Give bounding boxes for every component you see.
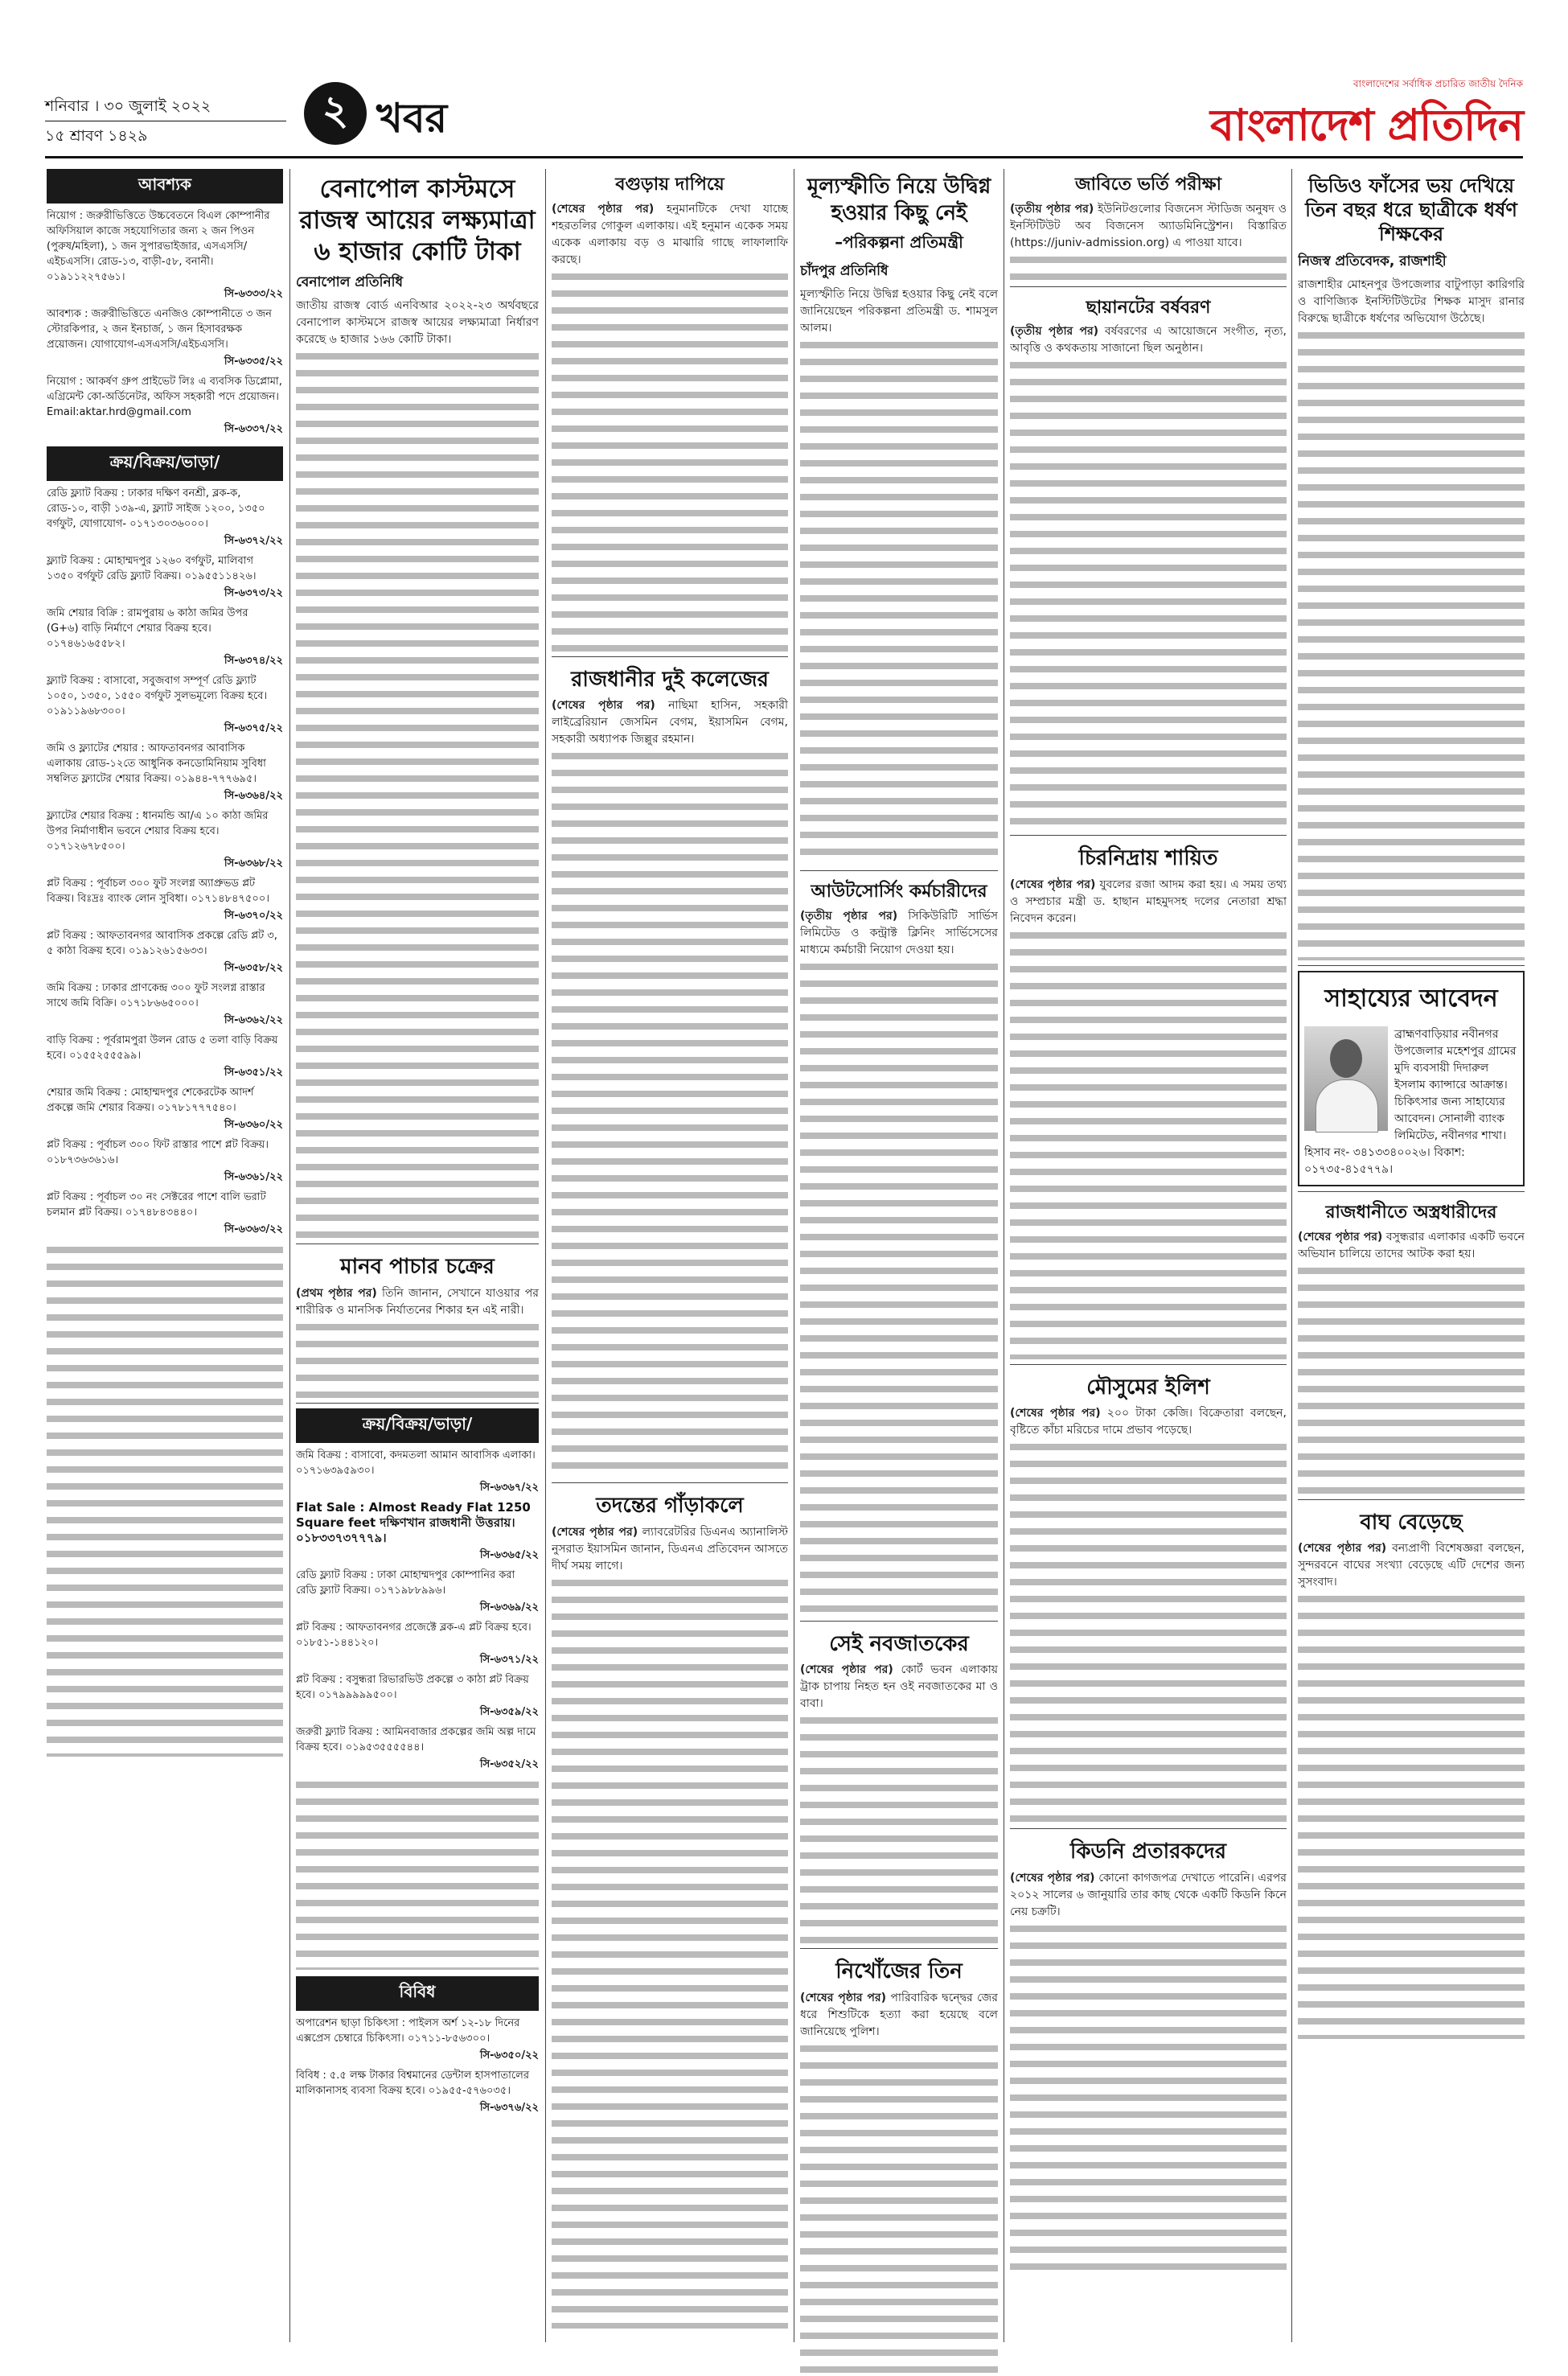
story-lead-text: যুবলের রজা আদম করা হয়। এ সময় তথ্য ও সম্প্রচার মন্ত্রী ড. হাছান মাহমুদসহ দলের নেতারা শ্রদ্ধা নিবেদন করেন। <box>1010 878 1287 925</box>
story-lead-text: ইউনিটগুলোর বিজনেস স্টাডিজ অনুষদ ও ইনস্টিটিউট অব বিজনেস অ্যাডমিনিস্ট্রেশন। বিস্তারিত (https://juniv-admission.org) এ পাওয়া যাবে। <box>1010 202 1287 249</box>
classified-item: নিয়োগ : জরুরীভিত্তিতে উচ্চবেতনে বিএল কোম্পানীর অফিসিয়াল কাজে সহযোগিতার জন্য ২ জন পিওন (পুরুষ/মহিলা), ১ জন সুপারভাইজার, এসএসসি/এইচএসসি। রোড-১৩, বাড়ী-৫৮, বনানী। ০১৯১১২২৭৫৬১। <box>47 210 270 283</box>
story-divider <box>800 870 998 871</box>
story-outsourcing <box>800 876 998 1616</box>
story-text-lines <box>800 959 998 1616</box>
story-body <box>1010 877 1287 1359</box>
story-kicker: (শেষের পৃষ্ঠার পর) <box>800 1663 893 1676</box>
classified-code: সি-৬৩৭৪/২২ <box>224 655 283 667</box>
classified-item: অপারেশন ছাড়া চিকিৎসা : পাইলস অর্শ ১২-১৮ দিনের এক্সপ্রেস চেম্বারে চিকিৎসা। ০১৭১১-৮৫৬৩০০। <box>296 2016 520 2045</box>
byline: চাঁদপুর প্রতিনিধি <box>800 263 889 279</box>
story-kicker: (প্রথম পৃষ্ঠার পর) <box>296 1286 377 1300</box>
story-body <box>296 1285 539 1398</box>
headline-sub: –পরিকল্পনা প্রতিমন্ত্রী <box>835 232 963 252</box>
classified-item: নিয়োগ : আকর্ষণ গ্রুপ প্রাইভেট লিঃ এ ব্যবসিক ডিপ্লোমা, এগ্রিমেন্ট কো-অর্ডিনেটর, অফিস সহকারী পদে প্রয়োজন। Email:aktar.hrd@gmail.com <box>47 376 282 418</box>
classified-item: জরুরী ফ্ল্যাট বিক্রয় : আমিনবাজার প্রকল্পের জমি অল্প দামে বিক্রয় হবে। ০১৯৫৩৫৫৫৫৪৪। <box>296 1725 536 1753</box>
story-divider <box>1010 286 1287 287</box>
page-number-badge: ২ <box>304 82 367 145</box>
classified-code: সি-৬৩৫০/২২ <box>479 2049 539 2062</box>
story-lead-text: তিনি জানান, সেখানে যাওয়ার পর শারীরিক ও মানসিক নির্যাতনের শিকার হন এই নারী। <box>296 1286 539 1317</box>
story-lead <box>1298 1540 1525 1591</box>
story-benapole-customs <box>296 169 539 1239</box>
classified-item: জমি বিক্রয় : ঢাকার প্রাণকেন্দ্র ৩০০ ফুট সংলগ্ন রাস্তার সাথে জমি বিক্রি। ০১৭১৮৬৬৫০০০। <box>47 982 265 1009</box>
story-text-lines <box>1010 1439 1287 1823</box>
story-kidney-fraud <box>1010 1834 1287 2280</box>
story-divider <box>1298 1499 1525 1500</box>
story-body <box>552 201 788 652</box>
headline: নিখোঁজের তিন <box>835 1959 963 1983</box>
classified-item: রেডি ফ্ল্যাট বিক্রয় : ঢাকা মোহাম্মদপুর কোম্পানির করা রেডি ফ্ল্যাট বিক্রয়। ০১৭১৯৮৮৯৯৬। <box>296 1568 515 1597</box>
column-divider <box>1291 169 1292 2342</box>
story-lead-text: সিকিউরিটি সার্ভিস লিমিটেড ও কন্ট্রাক্ট ক্লিনিং সার্ভিসেসের মাধ্যমে কর্মচারী নিয়োগ দেওয়া হয়। <box>800 909 998 956</box>
story-lead <box>296 1285 539 1319</box>
ad-text: ব্রাহ্মণবাড়িয়ার নবীনগর উপজেলার মহেশপুর গ্রামের মুদি ব্যবসায়ী দিদারুল ইসলাম ক্যান্সারে আক্রান্ত। চিকিৎসার জন্য সাহায্যের আবেদন। সোনালী ব্যাংক লিমিটেড, নবীনগর শাখা। হিসাব নং- ৩৪১৩৩৪০০২৬। বিকাশ: ০১৭৩৫-৪১৫৭৭৯। <box>1304 1028 1517 1176</box>
classified-code: সি-৬৩৬৭/২২ <box>479 1481 539 1494</box>
classified-item: জমি শেয়ার বিক্রি : রামপুরায় ৬ কাঠা জমির উপর (G+৬) বাড়ি নির্মাণে শেয়ার বিক্রয় হবে। ০১৭৪৬১৬৫৫৮২। <box>47 607 248 650</box>
headline: কিডনি প্রতারকদের <box>1069 1840 1227 1864</box>
story-lead <box>1010 201 1287 252</box>
column-divider <box>289 169 290 2342</box>
story-lead-text: কোর্ট ভবন এলাকায় ট্রাক চাপায় নিহত হন ওই নবজাতকের মা ও বাবা। <box>800 1663 998 1710</box>
classified-code: সি-৬৩৫২/২২ <box>479 1757 539 1770</box>
story-kicker: (তৃতীয় পৃষ্ঠার পর) <box>800 909 898 923</box>
headline: জাবিতে ভর্তি পরীক্ষা <box>1075 175 1221 195</box>
story-teacher-abuse <box>1298 169 1525 960</box>
classified-code: সি-৬৩৩৩/২২ <box>224 288 283 300</box>
story-lead-text: বন্যপ্রাণী বিশেষজ্ঞরা বলছেন, সুন্দরবনে বাঘের সংখ্যা বেড়েছে এটি দেশের জন্য সুসংবাদ। <box>1298 1542 1525 1589</box>
story-divider <box>800 1948 998 1949</box>
classified-item: প্লট বিক্রয় : পূর্বাচল ৩০০ ফুট সংলগ্ন অ্যাপ্রুভড প্লট বিক্রয়। বিঃদ্রঃ ব্যাংক লোন সুবিধা। ০১৭১৪৮৪৭৫০০। <box>47 878 269 905</box>
story-divider <box>1010 1364 1287 1365</box>
classified-code: সি-৬৩৭৬/২২ <box>479 2101 539 2114</box>
headline: ছায়ানটের বর্ষবরণ <box>1086 297 1211 318</box>
classified-code: সি-৬৩৭৩/২২ <box>224 587 283 599</box>
classified-code: সি-৬৩৬৪/২২ <box>224 790 283 802</box>
column-3 <box>552 169 788 2345</box>
classified-code: সি-৬৩৭৫/২২ <box>224 722 283 734</box>
bangla-date-line: ১৫ শ্রাবণ ১৪২৯ <box>45 127 148 145</box>
byline: বেনাপোল প্রতিনিধি <box>296 274 404 291</box>
classified-continuation <box>296 1777 539 1970</box>
classified-code: সি-৬৩৬০/২২ <box>224 1119 283 1131</box>
headline: বাঘ বেড়েছে <box>1360 1510 1463 1535</box>
story-divider <box>1298 1191 1525 1192</box>
story-jabi-admission <box>1010 169 1287 282</box>
story-body <box>1010 323 1287 830</box>
story-body <box>1010 201 1287 282</box>
story-human-trafficking <box>296 1249 539 1398</box>
story-lead <box>1298 1229 1525 1263</box>
story-body <box>552 697 788 1478</box>
classified-code: সি-৬৩৬২/২২ <box>224 1014 283 1026</box>
classified-item: বাড়ি বিক্রয় : পূর্বরামপুরা উলন রোড ৫ তলা বাড়ি বিক্রয় হবে। ০১৫৫২৫৫৫৯৯। <box>47 1034 278 1062</box>
column-classifieds <box>47 169 283 2345</box>
story-lead <box>1010 1870 1287 1921</box>
classified-item: প্লট বিক্রয় : পূর্বাচল ৩০০ ফিট রাস্তার পাশে প্লট বিক্রয়। ০১৮৭৩৬৩৬১৬। <box>47 1139 269 1166</box>
classified-code: সি-৬৩৫৯/২২ <box>479 1705 539 1718</box>
classified-code: সি-৬৩৫৮/২২ <box>224 962 283 974</box>
story-divider <box>800 1621 998 1622</box>
buy-sell-heading: ক্রয়/বিক্রয়/ভাড়া/ <box>296 1408 539 1443</box>
story-lead: জাতীয় রাজস্ব বোর্ড এনবিআর ২০২২-২৩ অর্থবছরে বেনাপোল কাস্টমসে রাজস্ব আয়ের লক্ষ্যমাত্রা নির্ধারণ করেছে ৬ হাজার ১৬৬ কোটি টাকা। <box>296 299 539 347</box>
classified-code: সি-৬৩৬৩/২২ <box>224 1223 283 1235</box>
story-kicker: (শেষের পৃষ্ঠার পর) <box>552 699 655 712</box>
misc-heading: বিবিধ <box>296 1976 539 2011</box>
story-kicker: (শেষের পৃষ্ঠার পর) <box>1010 1407 1101 1420</box>
story-body <box>1298 1229 1525 1494</box>
story-armed-gang <box>1298 1197 1525 1494</box>
story-body <box>552 1524 788 2329</box>
headline: বেনাপোল কাস্টমসে রাজস্ব আয়ের লক্ষ্যমাত্রা ৬ হাজার কোটি টাকা <box>299 175 536 266</box>
story-text-lines <box>296 348 539 1239</box>
logo-tagline: বাংলাদেশের সর্বাধিক প্রচারিত জাতীয় দৈনিক <box>1353 78 1523 89</box>
story-body <box>1010 1405 1287 1823</box>
classified-code: সি-৬৩৭১/২২ <box>479 1653 539 1666</box>
headline: মৌসুমের ইলিশ <box>1086 1375 1210 1400</box>
story-text-lines <box>800 1712 998 1943</box>
column-4 <box>800 169 998 2345</box>
classified-item: প্লট বিক্রয় : আফতাবনগর প্রজেক্টে ব্লক-এ প্লট বিক্রয় হবে। ০১৮৫১-১৪৪১২০। <box>296 1621 532 1649</box>
headline: ভিডিও ফাঁসের ভয় দেখিয়ে তিন বছর ধরে ছাত্রীকে ধর্ষণ শিক্ষকের <box>1305 175 1517 245</box>
story-body <box>1010 1870 1287 2280</box>
story-text-lines <box>1010 927 1287 1359</box>
story-kicker: (শেষের পৃষ্ঠার পর) <box>1010 1871 1095 1885</box>
story-text-lines <box>552 269 788 652</box>
story-kicker: (তৃতীয় পৃষ্ঠার পর) <box>1010 202 1094 216</box>
column-5 <box>1010 169 1287 2345</box>
story-divider <box>552 656 788 657</box>
story-divider <box>296 1403 539 1404</box>
classified-code: সি-৬৩৭২/২২ <box>224 535 283 547</box>
story-kicker: (শেষের পৃষ্ঠার পর) <box>1010 878 1096 891</box>
byline: নিজস্ব প্রতিবেদক, রাজশাহী <box>1298 253 1447 269</box>
story-lead <box>552 1524 788 1575</box>
story-kicker: (শেষের পৃষ্ঠার পর) <box>800 1991 886 2004</box>
story-lead-text: বসুন্ধরার এলাকার একটি ভবনে অভিযান চালিয়ে তাদের আটক করা হয়। <box>1298 1230 1525 1260</box>
story-text-lines <box>552 748 788 1478</box>
story-lead <box>800 908 998 959</box>
story-lead-text: ল্যাবরেটরির ডিএনএ অ্যানালিস্ট নুসরাত ইয়াসমিন জানান, ডিএনএ প্রতিবেদন আসতে দীর্ঘ সময় লাগে। <box>552 1525 788 1572</box>
story-divider <box>1298 965 1525 966</box>
date-block <box>45 92 286 150</box>
story-text-lines <box>800 2041 998 2376</box>
story-kicker: (তৃতীয় পৃষ্ঠার পর) <box>1010 325 1099 338</box>
story-lead-text: হনুমানটিকে দেখা যাচ্ছে শহরতলির গোকুল এলাকায়। এই হনুমান একেক সময় একেক এলাকায় বড় ও মাঝারি গাছে লাফালাফি করছে। <box>552 202 788 266</box>
classified-code: সি-৬৩৩৫/২২ <box>224 356 283 368</box>
classified-item: ফ্ল্যাট বিক্রয় : বাসাবো, সবুজবাগ সম্পূর্ণ রেডি ফ্ল্যাট ১০৫০, ১৩৫০, ১৫৫০ বর্গফুট সুলভমূল্যে বিক্রয় হবে। ০১৯১১৯৬৮৩০০। <box>47 675 267 717</box>
classified-code: সি-৬৩৬৮/২২ <box>224 857 283 869</box>
section-name: খবর <box>376 95 448 142</box>
classified-code: সি-৬৩৬৯/২২ <box>479 1601 539 1613</box>
column-divider <box>545 169 546 2342</box>
headline: রাজধানীর দুই কলেজের <box>571 667 769 692</box>
classified-item: প্লট বিক্রয় : পূর্বাচল ৩০ নং সেক্টরের পাশে বালি ভরাট চলমান প্লট বিক্রয়। ০১৭৪৮৪৩৪৪০। <box>47 1191 266 1219</box>
story-text-lines <box>1010 252 1287 282</box>
story-newborn <box>800 1626 998 1944</box>
story-kicker: (শেষের পৃষ্ঠার পর) <box>1298 1542 1387 1555</box>
story-body <box>800 1990 998 2376</box>
story-body <box>800 286 998 865</box>
story-chhayanaut <box>1010 292 1287 831</box>
story-divider <box>1010 835 1287 836</box>
story-lead <box>1010 1405 1287 1439</box>
story-bogura-monkey <box>552 169 788 652</box>
story-lead-text: কোনো কাগজপত্র দেখাতে পারেনি। এরপর ২০১২ সালের ৬ জানুয়ারি তার কাছ থেকে একটি কিডনি কিনে নেয় চক্রটি। <box>1010 1871 1287 1918</box>
story-text-lines <box>296 1319 539 1398</box>
headline: সেই নবজাতকের <box>829 1631 969 1656</box>
story-divider <box>1010 1828 1287 1829</box>
story-lead <box>1010 323 1287 357</box>
story-seasonal-hilsa <box>1010 1370 1287 1824</box>
column-6 <box>1298 169 1525 2345</box>
story-inflation <box>800 169 998 865</box>
story-lead: রাজশাহীর মোহনপুর উপজেলার বাটুপাড়া কারিগরি ও বাণিজ্যিক ইনস্টিটিউটের শিক্ষক মাসুদ রানার বিরুদ্ধে ছাত্রীকে ধর্ষণের অভিযোগ উঠেছে। <box>1298 278 1525 325</box>
story-lead-text: পারিবারিক দ্বন্দ্বের জের ধরে শিশুটিকে হত্যা করা হয়েছে বলে জানিয়েছে পুলিশ। <box>800 1991 998 2038</box>
classified-item: ফ্ল্যাটের শেয়ার বিক্রয় : ধানমন্ডি আ/এ ১০ কাঠা জমির উপর নির্মাণাধীন ভবনে শেয়ার বিক্রয় হবে। ০১৭১২৬৭৮৫০০। <box>47 810 269 853</box>
classified-code: সি-৬৩৬১/২২ <box>224 1171 283 1183</box>
newspaper-logo <box>1185 77 1523 154</box>
classified-item: আবশ্যক : জরুরীভিত্তিতে এনজিও কোম্পানীতে ৩ জন স্টোরকিপার, ২ জন ইনচার্জ, ১ জন হিসাবরক্ষক প্রয়োজন। যোগাযোগ-এসএসসি/এইচএসসি। <box>47 308 272 351</box>
story-body <box>1298 277 1525 960</box>
classified-code: সি-৬৩৫১/২২ <box>224 1067 283 1079</box>
headline: তদন্তের গাঁড়াকলে <box>596 1494 744 1518</box>
classified-continuation <box>47 1242 283 1757</box>
classified-item: জমি বিক্রয় : বাসাবো, কদমতলা আমান আবাসিক এলাকা। ০১৭১৬৩৯৫৯৩০। <box>296 1449 536 1477</box>
story-text-lines <box>1298 1591 1525 2039</box>
headline: বগুড়ায় দাপিয়ে <box>615 175 724 195</box>
headline: মূল্যস্ফীতি নিয়ে উদ্বিগ্ন হওয়ার কিছু নেই <box>807 175 991 225</box>
story-missing-three <box>800 1954 998 2376</box>
story-body <box>800 908 998 1616</box>
masthead-rule <box>45 156 1523 158</box>
story-divider <box>296 1243 539 1244</box>
story-tiger-count <box>1298 1505 1525 2040</box>
story-divider <box>552 1482 788 1483</box>
classified-item: প্লট বিক্রয় : আফতাবনগর আবাসিক প্রকল্পে রেডি প্লট ৩, ৫ কাঠা বিক্রয় হবে। ০১৯১২৬১৫৬৩৩। <box>47 930 277 957</box>
story-kicker: (শেষের পৃষ্ঠার পর) <box>552 202 655 216</box>
classified-item: বিবিধ : ৫.৫ লক্ষ টাকার বিশ্বমানের ডেন্টাল হাসপাতালের মালিকানাসহ ব্যবসা বিক্রয় হবে। ০১৯৫৫-৫৭৬০৩৫। <box>296 2069 529 2097</box>
patient-photo <box>1304 1026 1388 1131</box>
story-body <box>1298 1540 1525 2039</box>
headline: আউটসোর্সিং কর্মচারীদের <box>811 882 987 902</box>
story-text-lines <box>552 1575 788 2329</box>
story-lead <box>800 1990 998 2041</box>
ad-title: সাহায্যের আবেদন <box>1324 985 1498 1013</box>
story-kicker: (শেষের পৃষ্ঠার পর) <box>1298 1230 1383 1243</box>
classified-code: সি-৬৩৬৫/২২ <box>479 1548 539 1561</box>
headline: চিরনিদ্রায় শায়িত <box>1078 846 1218 870</box>
classified-item: Flat Sale : Almost Ready Flat 1250 Square feet দক্ষিণখান রাজধানী উত্তরায়। ০১৮৩৩৭৩৭৭৭৯। <box>296 1499 531 1545</box>
story-lead: মূল্যস্ফীতি নিয়ে উদ্বিগ্ন হওয়ার কিছু নেই বলে জানিয়েছেন পরিকল্পনা প্রতিমন্ত্রী ড. শামসুল আলম। <box>800 288 998 335</box>
story-investigation <box>552 1488 788 2329</box>
help-appeal-ad <box>1298 971 1525 1186</box>
story-capital-two-colleges <box>552 662 788 1478</box>
classified-item: প্লট বিক্রয় : বসুন্ধরা রিভারভিউ প্রকল্পে ৩ কাঠা প্লট বিক্রয় হবে। ০১৭৯৯৯৯৯৫০০। <box>296 1673 529 1701</box>
masthead <box>45 77 1523 167</box>
story-text-lines <box>1010 357 1287 830</box>
notice-heading: আবশ্যক <box>47 169 283 203</box>
story-lead <box>552 201 788 269</box>
story-eternal-rest <box>1010 841 1287 1359</box>
column-2 <box>296 169 539 2345</box>
story-lead <box>1010 877 1287 927</box>
story-body <box>800 1662 998 1943</box>
story-text-lines <box>1298 1263 1525 1494</box>
classified-item: জমি ও ফ্ল্যাটের শেয়ার : আফতাবনগর আবাসিক এলাকায় রোড-১২তে আধুনিক কনডোমিনিয়াম সুবিধা সম্বলিত ফ্ল্যাটের শেয়ার বিক্রয়। ০১৯৪৪-৭৭৭৬৯৫। <box>47 742 266 785</box>
classified-item: রেডি ফ্ল্যাট বিক্রয় : ঢাকার দক্ষিণ বনশ্রী, ব্লক-ক, রোড-১০, বাড়ী ১৩৯-এ, ফ্ল্যাট সাইজ ১২০০, ১৩৫০ বর্গফুট, যোগাযোগ- ০১৭১৩০৩৬০০০। <box>47 487 265 530</box>
story-body <box>296 298 539 1239</box>
buy-sell-heading: ক্রয়/বিক্রয়/ভাড়া/ <box>47 446 283 481</box>
classified-item: শেয়ার জমি বিক্রয় : মোহাম্মদপুর শেকেরটেক আদর্শ প্রকল্পে জমি শেয়ার বিক্রয়। ০১৭৮১৭৭৭৫৪০। <box>47 1087 254 1114</box>
date-line: শনিবার । ৩০ জুলাই ২০২২ <box>45 97 211 115</box>
story-text-lines <box>1010 1921 1287 2280</box>
classified-code: সি-৬৩৩৭/২২ <box>224 423 283 435</box>
logo-name: বাংলাদেশ প্রতিদিন <box>1210 99 1523 150</box>
story-lead <box>552 697 788 748</box>
story-text-lines <box>800 337 998 865</box>
classified-item: ফ্ল্যাট বিক্রয় : মোহাম্মদপুর ১২৬০ বর্গফুট, মালিবাগ ১৩৫০ বর্গফুট রেডি ফ্ল্যাট বিক্রয়। ০১৯৫৫১১৪২৬। <box>47 555 257 582</box>
story-lead-text: ২০০ টাকা কেজি। বিক্রেতারা বলছেন, বৃষ্টিতে কাঁচা মরিচের দামে প্রভাব পড়েছে। <box>1010 1407 1287 1437</box>
story-lead-text: বর্ষবরণের এ আয়োজনে সংগীত, নৃত্য, আবৃত্তি ও কথকতায় সাজানো ছিল অনুষ্ঠান। <box>1010 325 1287 355</box>
photo-torso-shape <box>1316 1079 1378 1133</box>
headline: রাজধানীতে অস্ত্রধারীদের <box>1325 1202 1497 1223</box>
headline: মানব পাচার চক্রের <box>340 1255 495 1280</box>
story-text-lines <box>1298 327 1525 960</box>
story-lead <box>800 1662 998 1712</box>
classified-code: সি-৬৩৭০/২২ <box>224 910 283 922</box>
story-kicker: (শেষের পৃষ্ঠার পর) <box>552 1525 638 1539</box>
photo-head-shape <box>1330 1039 1362 1078</box>
story-lead-text: নাছিমা হাসিন, সহকারী লাইব্রেরিয়ান জেসমিন বেগম, ইয়াসমিন বেগম, সহকারী অধ্যাপক জিল্লুর রহমান। <box>552 699 788 746</box>
